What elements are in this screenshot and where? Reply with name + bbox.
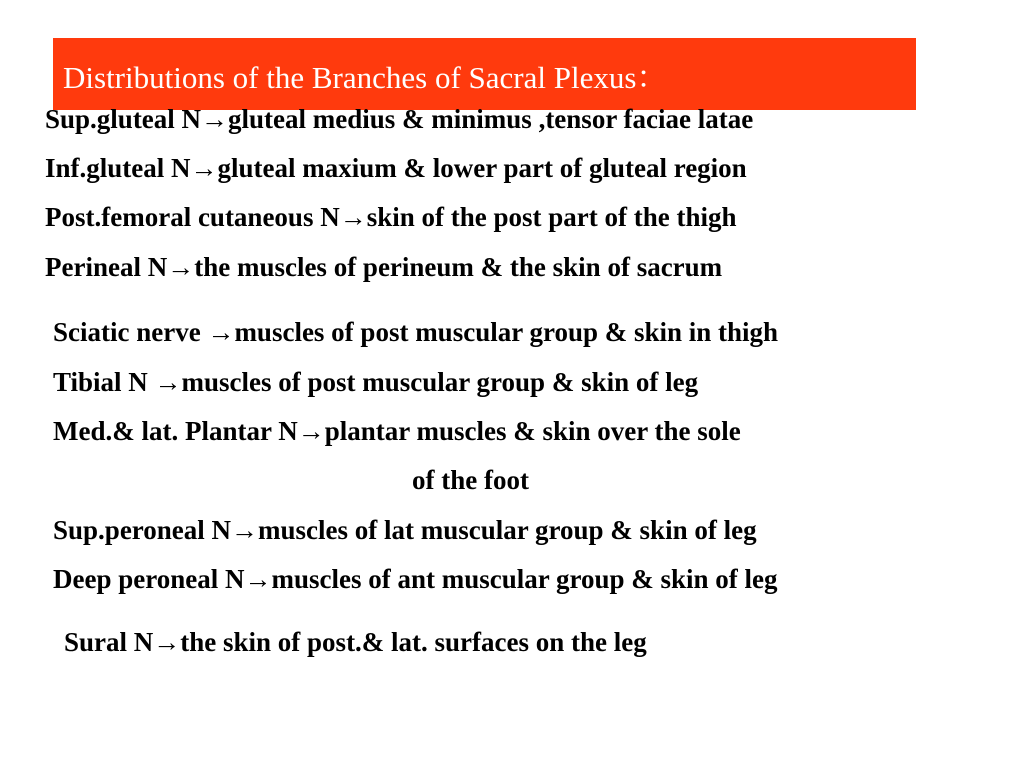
branch-line-plantar-continued: of the foot bbox=[412, 465, 529, 495]
slide-title: Distributions of the Branches of Sacral Plexus： bbox=[63, 60, 668, 95]
branch-line-plantar: Med.& lat. Plantar N→plantar muscles & skin over the sole bbox=[53, 416, 741, 446]
branch-line-post-femoral-cutaneous: Post.femoral cutaneous N→skin of the post part of the thigh bbox=[45, 202, 737, 232]
branch-line-deep-peroneal: Deep peroneal N→muscles of ant muscular group & skin of leg bbox=[53, 564, 778, 594]
branch-line-sup-peroneal: Sup.peroneal N→muscles of lat muscular group & skin of leg bbox=[53, 515, 757, 545]
branch-line-sup-gluteal: Sup.gluteal N→gluteal medius & minimus ,tensor faciae latae bbox=[45, 104, 754, 134]
branch-line-sural: Sural N→the skin of post.& lat. surfaces on the leg bbox=[64, 627, 647, 657]
branch-line-perineal: Perineal N→the muscles of perineum & the skin of sacrum bbox=[45, 252, 723, 282]
branch-line-tibial: Tibial N →muscles of post muscular group & skin of leg bbox=[53, 367, 699, 397]
branch-line-inf-gluteal: Inf.gluteal N→gluteal maxium & lower part of gluteal region bbox=[45, 153, 747, 183]
branch-line-sciatic: Sciatic nerve →muscles of post muscular group & skin in thigh bbox=[53, 317, 779, 347]
